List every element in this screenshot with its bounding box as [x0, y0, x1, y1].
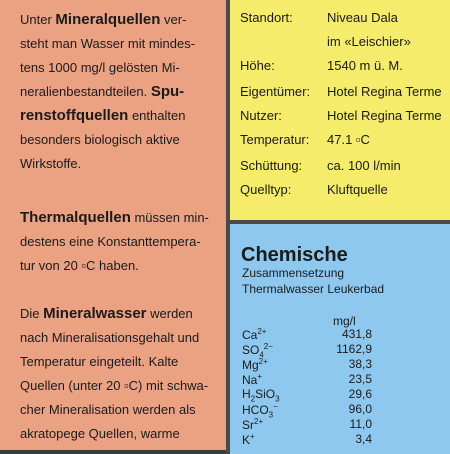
chem-row	[242, 357, 372, 372]
paragraph-thermal-springs: Thermalquellen müssen min- destens eine Konstanttempera- tur von 20 ▫C haben.	[20, 209, 209, 273]
info-value: 47.1 ▫C	[327, 132, 370, 147]
chem-row	[242, 402, 372, 420]
info-label: Quelltyp:	[240, 182, 292, 197]
info-value: Kluftquelle	[327, 182, 388, 197]
chem-formula: $Ca^{2+}$	[242, 327, 267, 342]
info-label: Standort:	[240, 10, 293, 25]
chem-value: 29,6	[348, 387, 372, 401]
chem-formula: $Sr^{2+}$	[242, 417, 264, 432]
chem-value: 96,0	[348, 402, 372, 416]
info-label: Eigentümer:	[240, 84, 311, 99]
info-value: 1540 m ü. M.	[327, 58, 403, 73]
info-label: Schüttung:	[240, 158, 303, 173]
chem-row	[242, 342, 372, 360]
paragraph-mineral-springs: Unter Mineralquellen ver- steht man Wasser mit mindes- tens 1000 mg/l gelösten Mi- neralienbestandteilen. Spu- renstoffquellen enthalten besonders biologisch aktive Wirkstoffe.	[20, 11, 196, 171]
chem-title: Chemische	[241, 244, 348, 266]
chem-row	[242, 432, 372, 447]
chem-row	[242, 387, 372, 402]
info-value: ca. 100 l/min	[327, 158, 401, 173]
info-value: Hotel Regina Terme	[327, 108, 442, 123]
info-value: Niveau Dala	[327, 10, 398, 25]
chem-formula: Na+	[242, 372, 263, 387]
chem-row	[242, 417, 372, 432]
chem-value: 1162,9	[336, 342, 372, 356]
chem-formula: $SO_4^{2-}$	[242, 342, 273, 360]
chem-formula: $Mg^{2+}$	[242, 357, 268, 372]
chem-value: 431,8	[341, 327, 372, 341]
chem-value: 11,0	[349, 417, 372, 431]
chem-subtitle-2: Thermalwasser Leukerbad	[242, 282, 385, 296]
chem-subtitle: Zusammensetzung	[242, 266, 345, 280]
info-value: im «Leischier»	[327, 34, 411, 49]
chem-formula: K+	[242, 432, 255, 447]
chem-value: 3,4	[355, 432, 372, 446]
chem-formula: $HCO_3^-$	[242, 402, 278, 420]
chem-value: 23,5	[348, 372, 372, 386]
chem-value: 38,3	[348, 357, 372, 371]
info-label: Nutzer:	[240, 108, 282, 123]
paragraph-mineral-water: Die Mineralwasser werden nach Mineralisationsgehalt und Temperatur eingeteilt. Kalte Quellen (unter 20 ▫C) mit schwa- cher Mineralisation werden als akratopege Quellen, warme	[20, 305, 209, 441]
chem-row	[242, 327, 372, 342]
info-label: Höhe:	[240, 58, 275, 73]
chem-formula: $H_2SiO_3$	[242, 387, 280, 404]
chem-unit: mg/l	[333, 314, 356, 328]
chem-row	[242, 372, 372, 387]
info-value: Hotel Regina Terme	[327, 84, 442, 99]
info-label: Temperatur:	[240, 132, 310, 147]
